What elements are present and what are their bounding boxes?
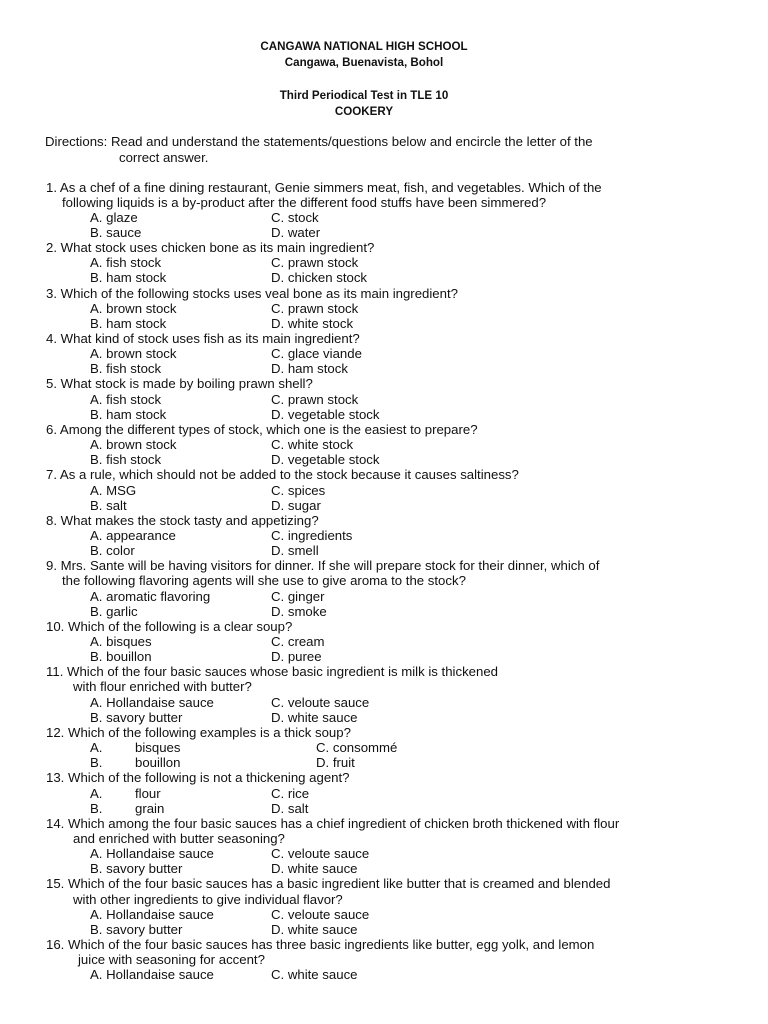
option-letter: B. [90, 755, 103, 771]
option: B. fish stock [90, 452, 162, 468]
option: C. veloute sauce [271, 906, 370, 922]
option: A. appearance [90, 527, 176, 543]
option: D. smell [271, 543, 319, 559]
option: C. prawn stock [271, 391, 359, 407]
option: A. fish stock [90, 255, 162, 271]
option: D. sugar [271, 497, 321, 513]
option: C. ingredients [271, 527, 353, 543]
option: B. savory butter [90, 709, 183, 725]
option: A. Hollandaise sauce [90, 694, 214, 710]
option: C. prawn stock [271, 300, 359, 316]
option: D. vegetable stock [271, 406, 380, 422]
question-11-text: 11. Which of the four basic sauces whose basic ingredient is milk is thickened [46, 664, 499, 680]
question-14-text: and enriched with butter seasoning? [73, 830, 285, 846]
option: A. brown stock [90, 437, 177, 452]
directions-line-2: correct answer. [119, 150, 209, 165]
subject-title: COOKERY [334, 105, 394, 118]
option: B. ham stock [90, 270, 167, 286]
option: D. white sauce [271, 709, 358, 725]
option-letter: A. [90, 740, 103, 755]
option: C. consommé [316, 740, 398, 755]
option: A. Hollandaise sauce [90, 967, 214, 983]
option: B. salt [90, 497, 127, 513]
option: C. prawn stock [271, 255, 359, 271]
option: C. white sauce [271, 967, 358, 983]
question-1-text: 1. As a chef of a fine dining restaurant, Genie simmers meat, fish, and vegetables. Which of the [46, 179, 602, 195]
question-4-text: 4. What kind of stock uses fish as its main ingredient? [46, 331, 360, 346]
school-name: CANGAWA NATIONAL HIGH SCHOOL [260, 40, 468, 53]
option: B. ham stock [90, 315, 167, 331]
option: A. glaze [90, 209, 138, 225]
option: D. fruit [316, 755, 355, 771]
school-address: Cangawa, Buenavista, Bohol [284, 56, 444, 69]
option: A. MSG [90, 482, 137, 498]
option: C. stock [271, 209, 319, 225]
question-7-text: 7. As a rule, which should not be added to the stock because it causes saltiness? [46, 467, 519, 483]
option: D. ham stock [271, 361, 348, 377]
option: A. brown stock [90, 346, 177, 362]
option: bouillon [135, 755, 181, 771]
question-11-text: with flour enriched with butter? [73, 679, 252, 695]
option: C. veloute sauce [271, 846, 370, 862]
option: D. smoke [271, 603, 327, 619]
option-letter: B. [90, 800, 103, 816]
option: A. fish stock [90, 391, 162, 407]
option: C. white stock [271, 437, 354, 452]
directions-line-1: Directions: Read and understand the statements/questions below and encircle the letter of the [45, 134, 593, 149]
option: C. glace viande [271, 346, 362, 362]
option: flour [135, 785, 161, 801]
question-13-text: 13. Which of the following is not a thickening agent? [46, 770, 350, 786]
option: D. salt [271, 800, 309, 816]
option: B. bouillon [90, 649, 152, 665]
question-10-text: 10. Which of the following is a clear soup? [46, 618, 293, 634]
test-title: Third Periodical Test in TLE 10 [279, 89, 449, 102]
option: C. cream [271, 634, 325, 649]
option: A. Hollandaise sauce [90, 846, 214, 862]
option: bisques [135, 740, 181, 755]
option: D. vegetable stock [271, 452, 380, 468]
option: C. rice [271, 785, 310, 801]
option: D. white sauce [271, 861, 358, 877]
question-8-text: 8. What makes the stock tasty and appetizing? [46, 512, 319, 528]
question-16-text: juice with seasoning for accent? [78, 952, 265, 968]
option: B. ham stock [90, 406, 167, 422]
option: A. brown stock [90, 300, 177, 316]
option: B. sauce [90, 225, 142, 240]
question-1-text: following liquids is a by-product after the different food stuffs have been simmered? [62, 194, 547, 210]
option: B. color [90, 543, 135, 559]
option: B. fish stock [90, 361, 162, 377]
option: B. garlic [90, 603, 138, 619]
question-14-text: 14. Which among the four basic sauces has a chief ingredient of chicken broth thickened with flour [46, 815, 620, 831]
option: C. spices [271, 482, 326, 498]
option: D. puree [271, 649, 322, 665]
option: A. bisques [90, 634, 152, 649]
option: B. savory butter [90, 861, 183, 877]
question-9-text: 9. Mrs. Sante will be having visitors for dinner. If she will prepare stock for their dinner, which of [46, 558, 600, 574]
option: C. veloute sauce [271, 694, 370, 710]
option: A. Hollandaise sauce [90, 906, 214, 922]
option: A. aromatic flavoring [90, 588, 211, 604]
question-6-text: 6. Among the different types of stock, which one is the easiest to prepare? [46, 421, 478, 437]
question-12-text: 12. Which of the following examples is a thick soup? [46, 724, 351, 740]
option: D. chicken stock [271, 270, 368, 286]
question-3-text: 3. Which of the following stocks uses veal bone as its main ingredient? [46, 285, 458, 301]
option: grain [135, 800, 165, 816]
option: D. water [271, 225, 321, 240]
option-letter: A. [90, 785, 103, 801]
option: C. ginger [271, 588, 325, 604]
question-9-text: the following flavoring agents will she use to give aroma to the stock? [62, 573, 466, 589]
option: B. savory butter [90, 921, 183, 937]
question-15-text: with other ingredients to give individual flavor? [73, 891, 343, 907]
option: D. white sauce [271, 921, 358, 937]
question-5-text: 5. What stock is made by boiling prawn shell? [46, 376, 313, 392]
option: D. white stock [271, 315, 354, 331]
question-2-text: 2. What stock uses chicken bone as its main ingredient? [46, 240, 375, 256]
question-15-text: 15. Which of the four basic sauces has a basic ingredient like butter that is creamed and blended [46, 876, 611, 892]
question-16-text: 16. Which of the four basic sauces has three basic ingredients like butter, egg yolk, and lemon [46, 937, 595, 952]
